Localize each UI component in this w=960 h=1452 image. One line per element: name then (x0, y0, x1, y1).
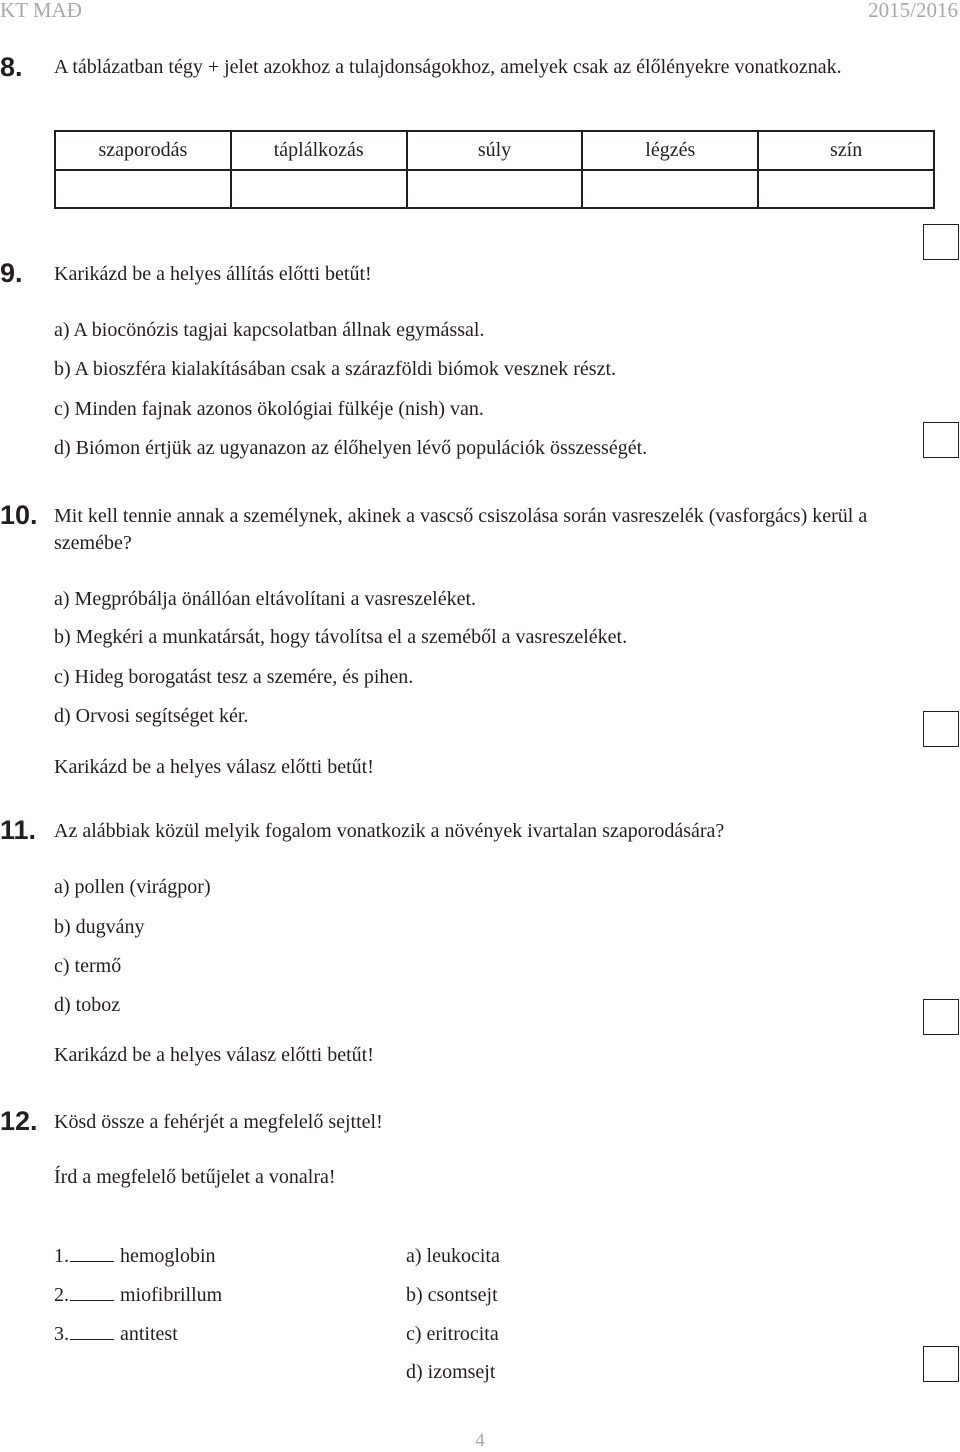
score-box-q9[interactable] (923, 422, 959, 458)
question-10-option[interactable]: d) Orvosi segítséget kér. (54, 705, 249, 727)
question-12-number: 12. (0, 1106, 38, 1136)
question-9-option[interactable]: a) A biocönózis tagjai kapcsolatban állnak egymással. (54, 319, 485, 341)
question-10-instruction: Karikázd be a helyes válasz előtti betűt! (54, 756, 374, 778)
question-10-option[interactable]: a) Megpróbálja önállóan eltávolítani a vasreszeléket. (54, 588, 477, 610)
score-box-q11[interactable] (923, 999, 959, 1035)
answer-cell[interactable] (582, 170, 758, 208)
question-11-option[interactable]: b) dugvány (54, 916, 145, 938)
score-box-q8[interactable] (923, 224, 959, 260)
question-11-number: 11. (0, 815, 37, 845)
protein-number: 3. (54, 1323, 69, 1345)
page-number: 4 (475, 1430, 485, 1451)
question-11-option[interactable]: c) termő (54, 955, 122, 977)
question-9-number: 9. (0, 258, 23, 288)
answer-cell[interactable] (55, 170, 231, 208)
question-8-number: 8. (0, 52, 23, 82)
answer-cell[interactable] (231, 170, 407, 208)
header-left: KT MAĐ (0, 0, 82, 22)
score-box-q10[interactable] (923, 711, 959, 747)
table-header-cell: szaporodás (55, 131, 231, 170)
question-8-text: A táblázatban tégy + jelet azokhoz a tulajdonságokhoz, amelyek csak az élőlényekre vonatkoznak. (54, 56, 842, 78)
question-10-option[interactable]: c) Hideg borogatást tesz a szemére, és pihen. (54, 666, 414, 688)
protein-item (54, 1323, 114, 1346)
score-box-q12[interactable] (923, 1346, 959, 1382)
question-11-text: Az alábbiak közül melyik fogalom vonatkozik a növények ivartalan szaporodására? (54, 820, 725, 842)
table-header-cell: szín (758, 131, 934, 170)
question-11-instruction: Karikázd be a helyes válasz előtti betűt! (54, 1044, 374, 1066)
answer-line[interactable] (70, 1323, 114, 1340)
header-right: 2015/2016 (868, 0, 958, 22)
question-11-option[interactable]: a) pollen (virágpor) (54, 876, 211, 898)
protein-label: miofibrillum (120, 1284, 223, 1306)
question-10-number: 10. (0, 500, 38, 530)
table-header-cell: súly (407, 131, 583, 170)
question-9-option[interactable]: b) A bioszféra kialakításában csak a szárazföldi biómok vesznek részt. (54, 358, 617, 380)
question-10-text-continued: szemébe? (54, 532, 132, 554)
table-header-cell: táplálkozás (231, 131, 407, 170)
protein-label: antitest (120, 1323, 178, 1345)
question-11-option[interactable]: d) toboz (54, 994, 121, 1016)
answer-line[interactable] (70, 1284, 114, 1301)
protein-item (54, 1284, 114, 1307)
question-9-option[interactable]: c) Minden fajnak azonos ökológiai fülkéje (nish) van. (54, 398, 484, 420)
answer-cell[interactable] (407, 170, 583, 208)
question-12-text: Kösd össze a fehérjét a megfelelő sejttel! (54, 1111, 383, 1133)
answer-cell[interactable] (758, 170, 934, 208)
cell-option: b) csontsejt (406, 1284, 498, 1306)
question-10-text: Mit kell tennie annak a személynek, akinek a vascső csiszolása során vasreszelék (vasforgács) kerül a (54, 505, 868, 527)
protein-number: 2. (54, 1284, 69, 1306)
property-table (54, 130, 935, 209)
cell-option: c) eritrocita (406, 1323, 499, 1345)
question-9-option[interactable]: d) Biómon értjük az ugyanazon az élőhelyen lévő populációk összességét. (54, 437, 648, 459)
cell-option: d) izomsejt (406, 1361, 496, 1383)
protein-number: 1. (54, 1245, 69, 1267)
cell-option: a) leukocita (406, 1245, 500, 1267)
table-header-cell: légzés (582, 131, 758, 170)
question-12-instruction: Írd a megfelelő betűjelet a vonalra! (54, 1166, 336, 1188)
answer-line[interactable] (70, 1245, 114, 1262)
question-10-option[interactable]: b) Megkéri a munkatársát, hogy távolítsa el a szeméből a vasreszeléket. (54, 626, 628, 648)
protein-item (54, 1245, 114, 1268)
protein-label: hemoglobin (120, 1245, 216, 1267)
question-9-text: Karikázd be a helyes állítás előtti betűt! (54, 263, 372, 285)
